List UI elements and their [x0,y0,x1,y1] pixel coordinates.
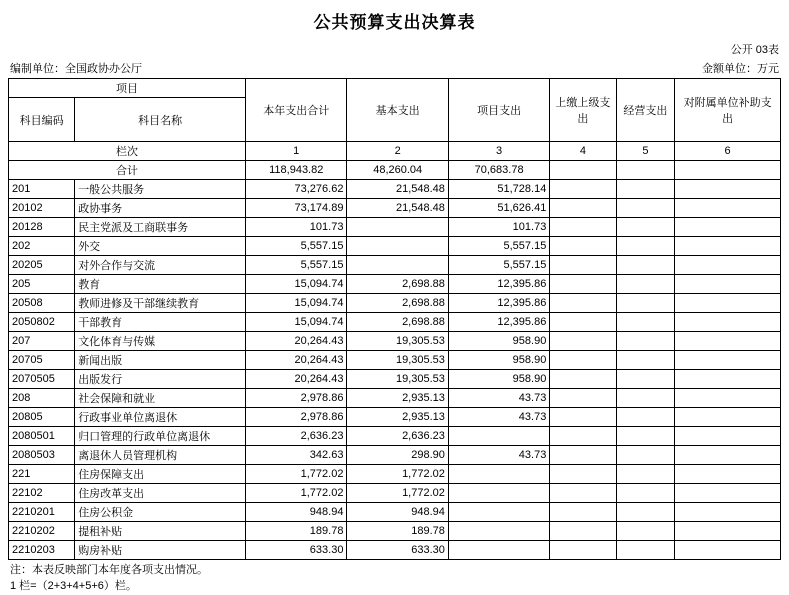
column-index-2: 2 [347,142,448,161]
cell-value-2: 19,305.53 [347,370,448,389]
table-row [9,332,781,351]
cell-subject-name: 住房改革支出 [75,484,246,503]
table-row [9,522,781,541]
cell-value-4 [550,408,616,427]
cell-value-6 [675,351,781,370]
col-header-operating: 经营支出 [616,79,675,142]
col-header-basic: 基本支出 [347,79,448,142]
column-index-4: 4 [550,142,616,161]
cell-value-2 [347,237,448,256]
cell-subject-code: 208 [9,389,75,408]
cell-value-5 [616,503,675,522]
total-value-1: 118,943.82 [246,161,347,180]
cell-value-4 [550,237,616,256]
cell-value-1: 15,094.74 [246,313,347,332]
cell-value-2: 298.90 [347,446,448,465]
cell-subject-name: 干部教育 [75,313,246,332]
cell-subject-code: 20508 [9,294,75,313]
total-value-2: 48,260.04 [347,161,448,180]
cell-value-1: 5,557.15 [246,237,347,256]
cell-value-3: 12,395.86 [448,275,549,294]
cell-subject-name: 归口管理的行政单位离退休 [75,427,246,446]
cell-subject-code: 20205 [9,256,75,275]
table-row [9,199,781,218]
cell-value-5 [616,427,675,446]
cell-value-1: 101.73 [246,218,347,237]
note-line-1: 注：本表反映部门本年度各项支出情况。 [10,564,208,576]
cell-subject-name: 住房公积金 [75,503,246,522]
form-number: 公开 03表 [730,44,779,56]
column-index-6: 6 [675,142,781,161]
cell-value-6 [675,427,781,446]
budget-expenditure-table [8,78,781,560]
cell-subject-name: 教育 [75,275,246,294]
cell-subject-name: 对外合作与交流 [75,256,246,275]
cell-subject-name: 社会保障和就业 [75,389,246,408]
cell-value-6 [675,370,781,389]
cell-subject-name: 出版发行 [75,370,246,389]
cell-subject-code: 2050802 [9,313,75,332]
cell-value-3: 51,626.41 [448,199,549,218]
cell-subject-code: 201 [9,180,75,199]
table-row [9,313,781,332]
cell-value-5 [616,199,675,218]
cell-subject-name: 新闻出版 [75,351,246,370]
cell-subject-name: 文化体育与传媒 [75,332,246,351]
cell-value-4 [550,465,616,484]
cell-subject-code: 2070505 [9,370,75,389]
table-row [9,370,781,389]
cell-value-4 [550,522,616,541]
table-row [9,389,781,408]
cell-subject-name: 提租补贴 [75,522,246,541]
cell-value-3: 12,395.86 [448,313,549,332]
cell-value-2: 633.30 [347,541,448,560]
total-value-6 [675,161,781,180]
cell-value-5 [616,256,675,275]
page-title: 公共预算支出决算表 [313,13,476,32]
cell-value-5 [616,294,675,313]
cell-value-2: 2,935.13 [347,408,448,427]
cell-value-4 [550,256,616,275]
cell-value-2: 2,935.13 [347,389,448,408]
cell-value-1: 73,276.62 [246,180,347,199]
table-row [9,351,781,370]
cell-subject-name: 离退休人员管理机构 [75,446,246,465]
cell-value-1: 20,264.43 [246,370,347,389]
cell-value-5 [616,446,675,465]
cell-value-2 [347,256,448,275]
column-index-1: 1 [246,142,347,161]
table-row [9,503,781,522]
cell-subject-code: 2210202 [9,522,75,541]
cell-value-2: 948.94 [347,503,448,522]
cell-value-2: 189.78 [347,522,448,541]
cell-value-4 [550,218,616,237]
col-header-subject-name: 科目名称 [75,98,246,142]
cell-value-6 [675,408,781,427]
table-row [9,218,781,237]
cell-value-1: 1,772.02 [246,465,347,484]
total-value-4 [550,161,616,180]
cell-subject-name: 住房保障支出 [75,465,246,484]
cell-value-4 [550,484,616,503]
cell-value-5 [616,541,675,560]
cell-value-6 [675,389,781,408]
cell-value-4 [550,294,616,313]
cell-value-5 [616,408,675,427]
cell-value-1: 5,557.15 [246,256,347,275]
cell-value-1: 15,094.74 [246,294,347,313]
cell-value-6 [675,522,781,541]
column-index-label: 栏次 [9,142,246,161]
cell-subject-name: 外交 [75,237,246,256]
cell-value-5 [616,237,675,256]
table-notes [8,560,781,595]
cell-value-4 [550,389,616,408]
cell-subject-name: 购房补贴 [75,541,246,560]
cell-subject-code: 20128 [9,218,75,237]
cell-value-3 [448,465,549,484]
cell-value-6 [675,446,781,465]
cell-value-2: 2,698.88 [347,275,448,294]
cell-value-6 [675,484,781,503]
cell-value-2: 2,698.88 [347,313,448,332]
col-header-upper-remit: 上缴上级支出 [550,79,616,142]
header-row-column-index [9,142,781,161]
cell-value-4 [550,313,616,332]
cell-value-4 [550,199,616,218]
cell-subject-code: 2080503 [9,446,75,465]
cell-value-2: 1,772.02 [347,465,448,484]
cell-value-6 [675,332,781,351]
cell-value-2: 2,698.88 [347,294,448,313]
cell-value-6 [675,237,781,256]
note-line-2: 1 栏=（2+3+4+5+6）栏。 [10,579,137,592]
cell-value-3 [448,484,549,503]
cell-value-2: 2,636.23 [347,427,448,446]
cell-value-1: 73,174.89 [246,199,347,218]
col-header-total: 本年支出合计 [246,79,347,142]
cell-subject-code: 202 [9,237,75,256]
cell-value-3: 43.73 [448,446,549,465]
table-row [9,256,781,275]
table-row [9,275,781,294]
table-body [9,79,781,560]
cell-value-1: 948.94 [246,503,347,522]
cell-value-3: 958.90 [448,351,549,370]
table-row [9,237,781,256]
cell-value-4 [550,503,616,522]
table-row [9,541,781,560]
meta-row [8,60,781,78]
compiler-unit: 编制单位：全国政协办公厅 [10,63,142,75]
cell-value-2: 1,772.02 [347,484,448,503]
cell-value-3: 958.90 [448,332,549,351]
cell-value-1: 2,978.86 [246,389,347,408]
table-row [9,465,781,484]
table-row [9,446,781,465]
cell-value-5 [616,465,675,484]
cell-value-4 [550,332,616,351]
cell-value-3: 958.90 [448,370,549,389]
cell-subject-code: 22102 [9,484,75,503]
cell-subject-code: 207 [9,332,75,351]
cell-value-1: 1,772.02 [246,484,347,503]
cell-value-3: 43.73 [448,389,549,408]
cell-value-6 [675,180,781,199]
cell-value-4 [550,541,616,560]
cell-value-3: 12,395.86 [448,294,549,313]
cell-value-5 [616,180,675,199]
cell-subject-code: 20805 [9,408,75,427]
cell-value-4 [550,351,616,370]
total-label: 合计 [9,161,246,180]
cell-value-5 [616,218,675,237]
cell-value-5 [616,522,675,541]
cell-subject-code: 2210203 [9,541,75,560]
cell-value-4 [550,275,616,294]
cell-value-5 [616,484,675,503]
cell-value-6 [675,256,781,275]
cell-subject-name: 民主党派及工商联事务 [75,218,246,237]
cell-value-6 [675,465,781,484]
cell-value-6 [675,275,781,294]
cell-value-4 [550,427,616,446]
cell-value-1: 189.78 [246,522,347,541]
cell-value-3 [448,522,549,541]
col-header-subsidiary-subsidy: 对附属单位补助支出 [675,79,781,142]
cell-value-3 [448,427,549,446]
cell-value-3: 5,557.15 [448,256,549,275]
cell-value-3 [448,541,549,560]
cell-value-1: 20,264.43 [246,332,347,351]
cell-value-5 [616,389,675,408]
cell-value-6 [675,294,781,313]
cell-subject-code: 2080501 [9,427,75,446]
cell-value-2: 19,305.53 [347,351,448,370]
cell-subject-code: 20102 [9,199,75,218]
cell-value-5 [616,332,675,351]
cell-value-4 [550,446,616,465]
cell-value-2 [347,218,448,237]
cell-value-3: 51,728.14 [448,180,549,199]
header-row-group [9,79,781,98]
table-row [9,180,781,199]
cell-subject-code: 20705 [9,351,75,370]
cell-value-2: 21,548.48 [347,180,448,199]
cell-value-4 [550,370,616,389]
cell-value-1: 342.63 [246,446,347,465]
cell-value-2: 19,305.53 [347,332,448,351]
cell-subject-name: 一般公共服务 [75,180,246,199]
total-value-5 [616,161,675,180]
column-index-5: 5 [616,142,675,161]
cell-subject-code: 221 [9,465,75,484]
column-index-3: 3 [448,142,549,161]
cell-subject-name: 行政事业单位离退休 [75,408,246,427]
cell-value-3: 43.73 [448,408,549,427]
cell-value-3: 101.73 [448,218,549,237]
table-row-total [9,161,781,180]
cell-value-6 [675,313,781,332]
group-header-project: 项目 [9,79,246,98]
amount-unit: 金额单位：万元 [702,63,779,75]
cell-value-2: 21,548.48 [347,199,448,218]
cell-value-6 [675,218,781,237]
cell-value-5 [616,351,675,370]
cell-value-6 [675,503,781,522]
cell-value-6 [675,199,781,218]
table-row [9,408,781,427]
table-row [9,294,781,313]
cell-value-5 [616,275,675,294]
cell-value-1: 15,094.74 [246,275,347,294]
table-row [9,427,781,446]
cell-value-1: 2,636.23 [246,427,347,446]
cell-value-5 [616,313,675,332]
cell-subject-code: 2210201 [9,503,75,522]
cell-value-5 [616,370,675,389]
cell-subject-name: 政协事务 [75,199,246,218]
cell-value-6 [675,541,781,560]
cell-value-4 [550,180,616,199]
cell-subject-name: 教师进修及干部继续教育 [75,294,246,313]
cell-value-1: 2,978.86 [246,408,347,427]
cell-value-3 [448,503,549,522]
cell-value-1: 633.30 [246,541,347,560]
cell-value-1: 20,264.43 [246,351,347,370]
cell-subject-code: 205 [9,275,75,294]
col-header-subject-code: 科目编码 [9,98,75,142]
col-header-project: 项目支出 [448,79,549,142]
table-row [9,484,781,503]
total-value-3: 70,683.78 [448,161,549,180]
cell-value-3: 5,557.15 [448,237,549,256]
